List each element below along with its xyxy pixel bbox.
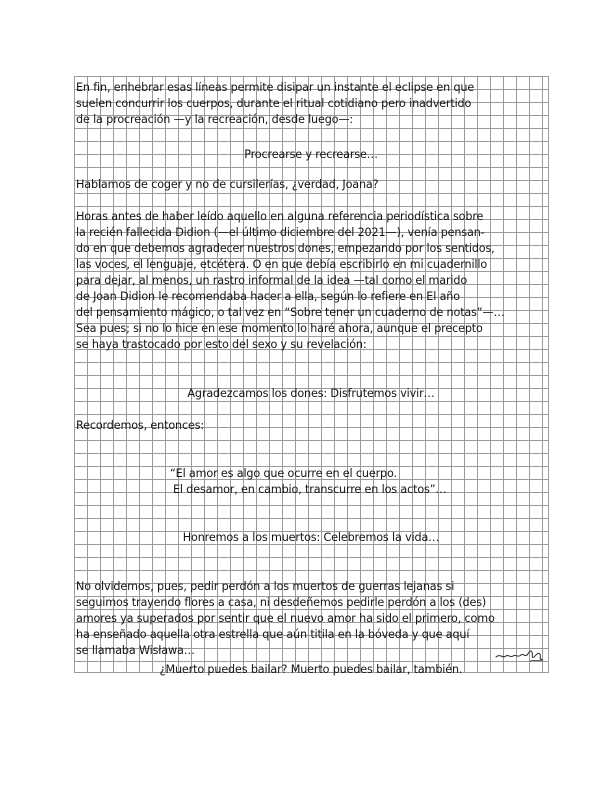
paragraph-line: la recién fallecida Didion (—el último diciembre del 2021—), venía pensan- xyxy=(76,226,485,239)
paragraph-line: se llamaba Wisława… xyxy=(76,644,195,657)
paragraph-line: de la procreación —y la recreación, desde luego—: xyxy=(76,113,354,126)
quote-line: El desamor, en cambio, transcurre en los actos”… xyxy=(173,483,447,496)
paragraph-line: suelen concurrir los cuerpos, durante el ritual cotidiano pero inadvertido xyxy=(76,97,472,110)
paragraph-line: las voces, el lenguaje, etcétera. O en que debía escribirlo en mi cuadernillo xyxy=(76,258,488,271)
paragraph-line: En fin, enhebrar esas líneas permite disipar un instante el eclipse en que xyxy=(76,81,475,94)
centered-heading: Procrearse y recrearse… xyxy=(244,148,378,161)
paragraph-line: Horas antes de haber leído aquello en alguna referencia periodística sobre xyxy=(76,210,484,223)
closing-line: ¿Muerto puedes bailar? Muerto puedes bailar, también. xyxy=(159,663,463,676)
paragraph-line: del pensamiento mágico, o tal vez en “Sobre tener un cuaderno de notas”—… xyxy=(76,306,505,319)
paragraph-line: amores ya superados por sentir que el nuevo amor ha sido el primero, como xyxy=(76,612,495,625)
paragraph-line: do en que debemos agradecer nuestros dones, empezando por los sentidos, xyxy=(76,242,495,255)
quote-line: “El amor es algo que ocurre en el cuerpo. xyxy=(170,467,397,480)
centered-heading: Agradezcamos los dones: Disfrutemos vivir… xyxy=(187,387,435,400)
paragraph-line: Sea pues; si no lo hice en ese momento lo haré ahora, aunque el precepto xyxy=(76,322,483,335)
paragraph-line: seguimos trayendo flores a casa, ni desdeñemos pedirle perdón a los (des) xyxy=(76,596,487,609)
signature-icon xyxy=(494,643,548,665)
paragraph-line: Recordemos, entonces: xyxy=(76,419,204,432)
paragraph-line: se haya trastocado por esto del sexo y su revelación: xyxy=(76,338,367,351)
centered-heading: Honremos a los muertos: Celebremos la vida… xyxy=(182,531,440,544)
paragraph-line: de Joan Didion le recomendaba hacer a ella, según lo refiere en El año xyxy=(76,290,460,303)
paragraph-line: Hablamos de coger y no de cursilerías, ¿verdad, Joana? xyxy=(76,178,379,191)
paragraph-line: No olvidemos, pues, pedir perdón a los muertos de guerras lejanas si xyxy=(76,580,455,593)
paragraph-line: ha enseñado aquella otra estrella que aún titila en la bóveda y que aquí xyxy=(76,628,470,641)
paragraph-line: para dejar, al menos, un rastro informal de la idea —tal como el marido xyxy=(76,274,468,287)
